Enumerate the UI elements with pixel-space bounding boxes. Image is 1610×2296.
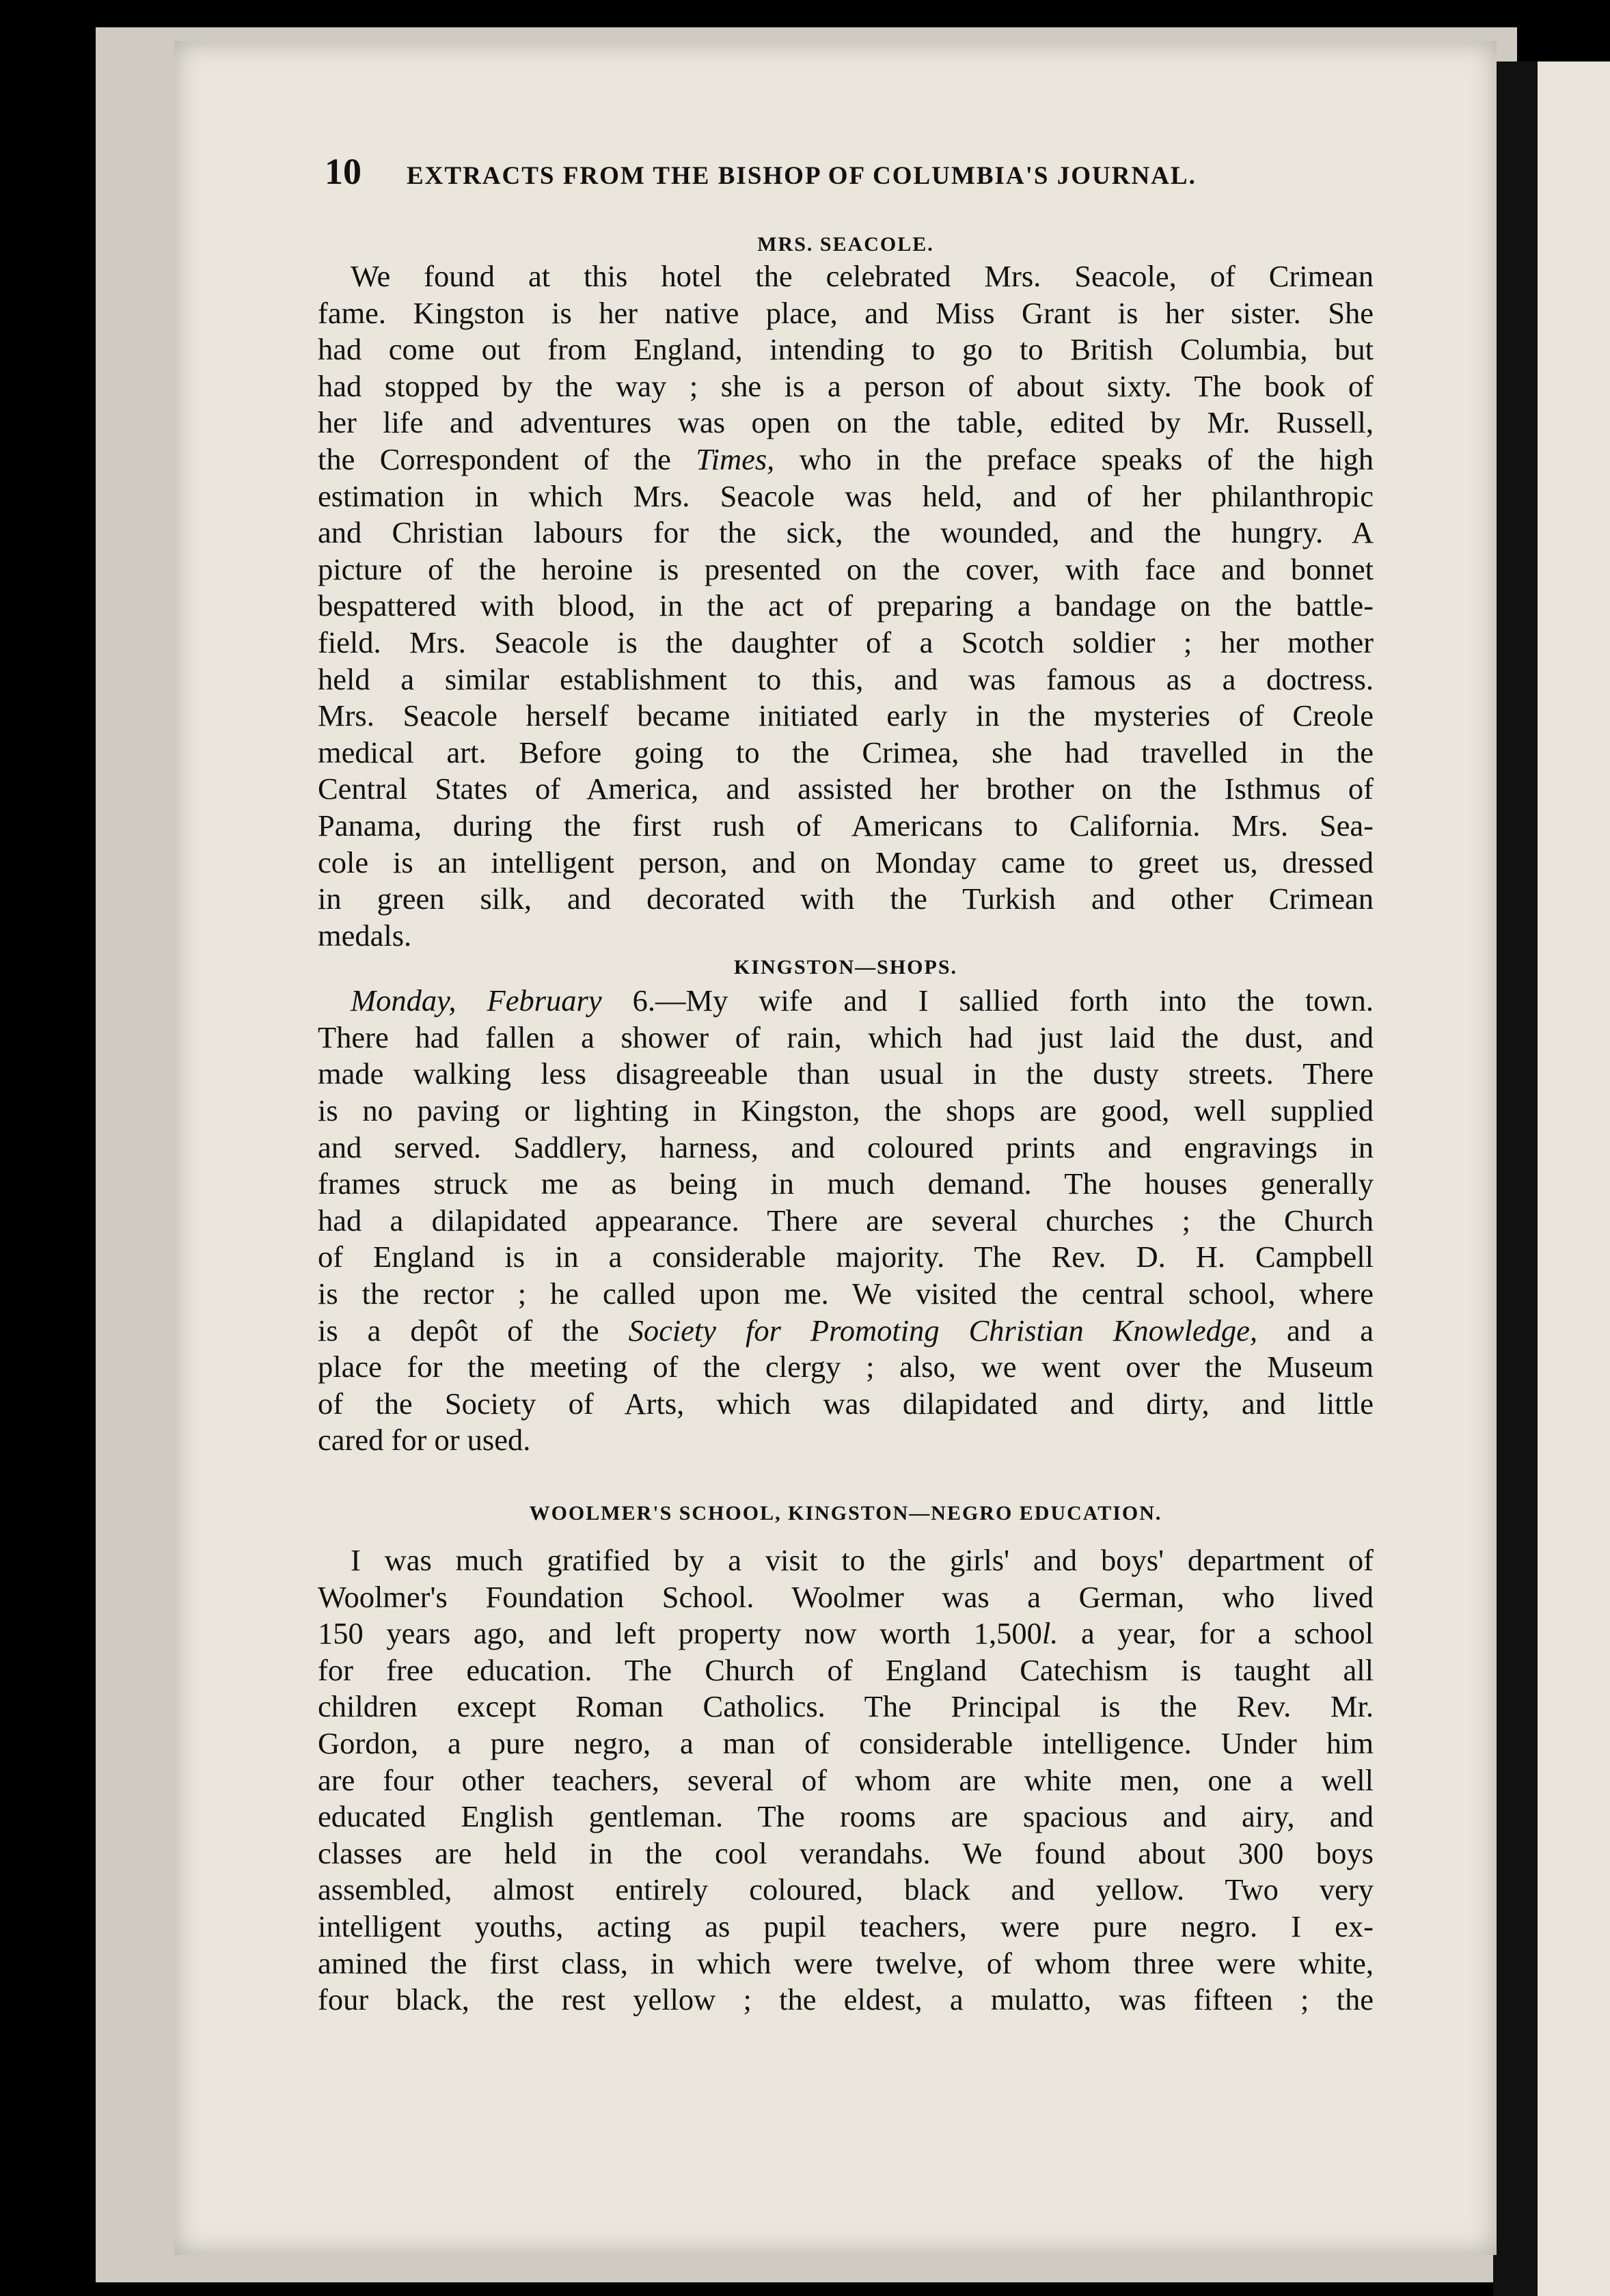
text-line: bespattered with blood, in the act of preparing a bandage on the battle- — [318, 588, 1374, 623]
text-line: field. Mrs. Seacole is the daughter of a Scotch soldier ; her mother — [318, 625, 1374, 659]
text-line — [318, 441, 1374, 478]
text-line — [318, 1313, 1374, 1350]
text-line: children except Roman Catholics. The Principal is the Rev. Mr. — [318, 1689, 1374, 1724]
text-line: Panama, during the first rush of Americans to California. Mrs. Sea- — [318, 808, 1374, 843]
text-line: estimation in which Mrs. Seacole was held, and of her philanthropic — [318, 478, 1374, 513]
text-line: There had fallen a shower of rain, which had just laid the dust, and — [318, 1020, 1374, 1054]
text-line: place for the meeting of the clergy ; also, we went over the Museum — [318, 1350, 1374, 1384]
text-fragment: who in the preface speaks of the high — [799, 441, 1374, 476]
text-line: amined the first class, in which were twelve, of whom three were white, — [318, 1945, 1374, 1980]
text-line: had a dilapidated appearance. There are several churches ; the Church — [318, 1203, 1374, 1238]
text-fragment: 150 years ago, and left property now worth 1,500 — [318, 1616, 1042, 1651]
text-line: for free education. The Church of England Catechism is taught all — [318, 1652, 1374, 1687]
gutter-shadow — [1493, 62, 1538, 2296]
text-fragment: the Correspondent of the — [318, 441, 671, 476]
date-label: Monday, February — [351, 983, 602, 1018]
section-heading-shops: KINGSTON—SHOPS. — [733, 956, 958, 979]
text-line: educated English gentleman. The rooms are spacious and airy, and — [318, 1799, 1374, 1834]
text-line: held a similar establishment to this, and was famous as a doctress. — [318, 661, 1374, 696]
text-line: Gordon, a pure negro, a man of considerable intelligence. Under him — [318, 1725, 1374, 1760]
text-line: are four other teachers, several of whom are white men, one a well — [318, 1762, 1374, 1797]
text-line: of England is in a considerable majority. The Rev. D. H. Campbell — [318, 1240, 1374, 1274]
text-line: in green silk, and decorated with the Turkish and other Crimean — [318, 882, 1374, 916]
running-title: EXTRACTS FROM THE BISHOP OF COLUMBIA'S JOURNAL. — [407, 162, 1197, 190]
text-line: cared for or used. — [318, 1423, 531, 1458]
text-line: We found at this hotel the celebrated Mrs. Seacole, of Crimean — [351, 259, 1374, 293]
text-line: is no paving or lighting in Kingston, the shops are good, well supplied — [318, 1093, 1374, 1128]
text-line — [318, 1615, 1374, 1652]
text-fragment: and a — [1287, 1313, 1374, 1348]
text-line: made walking less disagreeable than usual in the dusty streets. There — [318, 1056, 1374, 1091]
text-line: medals. — [318, 918, 412, 953]
paragraph-seacole — [318, 258, 1374, 954]
text-line: cole is an intelligent person, and on Monday came to greet us, dressed — [318, 845, 1374, 879]
text-line: fame. Kingston is her native place, and Miss Grant is her sister. She — [318, 295, 1374, 330]
italic-society-title: Society for Promoting Christian Knowledge, — [628, 1313, 1258, 1348]
paragraph-shops — [318, 983, 1374, 1459]
text-line: Woolmer's Foundation School. Woolmer was a German, who lived — [318, 1579, 1374, 1614]
text-line: of the Society of Arts, which was dilapidated and dirty, and little — [318, 1386, 1374, 1421]
text-fragment: 6.—My wife and I sallied forth into the town. — [632, 983, 1374, 1018]
page-number: 10 — [325, 151, 361, 192]
text-line: four black, the rest yellow ; the eldest, a mulatto, was fifteen ; the — [318, 1982, 1374, 2017]
facing-page-edge — [1538, 62, 1610, 2296]
text-line: intelligent youths, acting as pupil teachers, were pure negro. I ex- — [318, 1909, 1374, 1943]
text-fragment: a year, for a school — [1081, 1616, 1374, 1651]
section-heading-seacole: MRS. SEACOLE. — [757, 233, 934, 256]
page-content — [318, 150, 1374, 2019]
running-head — [325, 150, 1374, 212]
text-line: I was much gratified by a visit to the girls' and boys' department of — [351, 1543, 1374, 1577]
text-line: picture of the heroine is presented on the cover, with face and bonnet — [318, 551, 1374, 586]
text-line: Mrs. Seacole herself became initiated early in the mysteries of Creole — [318, 698, 1374, 733]
text-line: her life and adventures was open on the table, edited by Mr. Russell, — [318, 405, 1374, 440]
text-fragment: is a depôt of the — [318, 1313, 599, 1348]
text-line — [318, 983, 1374, 1020]
text-line: is the rector ; he called upon me. We visited the central school, where — [318, 1276, 1374, 1311]
text-line: and served. Saddlery, harness, and coloured prints and engravings in — [318, 1130, 1374, 1164]
italic-pounds: l. — [1041, 1616, 1059, 1651]
paragraph-woolmer — [318, 1542, 1374, 2019]
text-line: Central States of America, and assisted her brother on the Isthmus of — [318, 771, 1374, 806]
text-line: medical art. Before going to the Crimea, she had travelled in the — [318, 735, 1374, 769]
text-line: assembled, almost entirely coloured, black and yellow. Two very — [318, 1872, 1374, 1907]
text-line: had stopped by the way ; she is a person of about sixty. The book of — [318, 368, 1374, 403]
text-line: had come out from England, intending to go to British Columbia, but — [318, 332, 1374, 367]
text-line: classes are held in the cool verandahs. We found about 300 boys — [318, 1835, 1374, 1870]
section-heading-woolmer: WOOLMER'S SCHOOL, KINGSTON—NEGRO EDUCATION. — [529, 1502, 1162, 1525]
text-line: and Christian labours for the sick, the wounded, and the hungry. A — [318, 515, 1374, 550]
text-line: frames struck me as being in much demand. The houses generally — [318, 1166, 1374, 1201]
italic-times: Times, — [696, 441, 775, 476]
